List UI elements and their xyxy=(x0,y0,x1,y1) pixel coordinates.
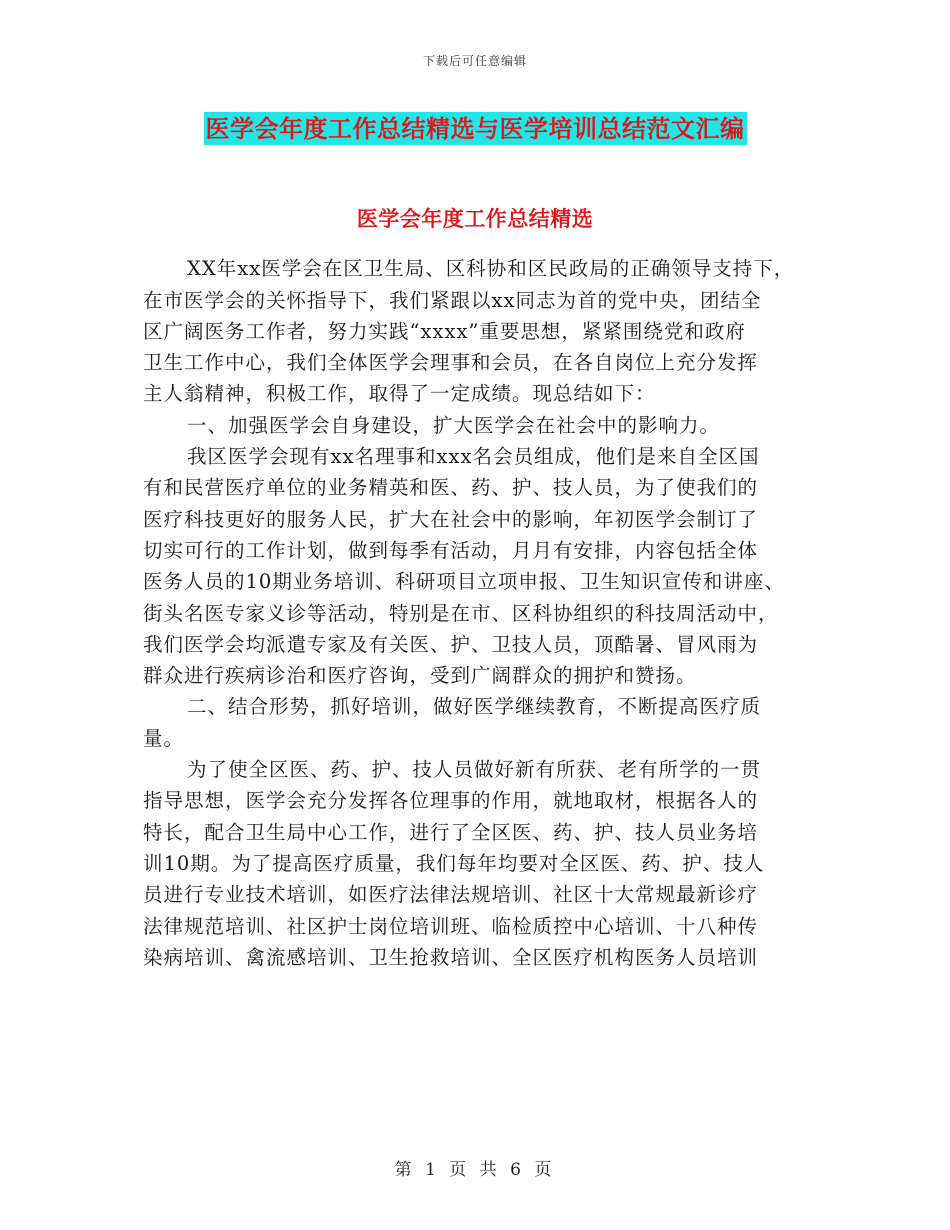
heading-line: 量。 xyxy=(143,726,185,750)
paragraph-line: 卫生工作中心，我们全体医学会理事和会员，在各自岗位上充分发挥 xyxy=(143,351,759,375)
page-footer: 第 1 页 共 6 页 xyxy=(394,1160,556,1180)
paragraph-line: 医疗科技更好的服务人民，扩大在社会中的影响，年初医学会制订了 xyxy=(143,507,759,531)
paragraph-line: 员进行专业技术培训，如医疗法律法规培训、社区十大常规最新诊疗 xyxy=(143,883,759,907)
paragraph-line: 切实可行的工作计划，做到每季有活动，月月有安排，内容包括全体 xyxy=(143,538,759,562)
paragraph-line: 有和民营医疗单位的业务精英和医、药、护、技人员，为了使我们的 xyxy=(143,476,759,500)
paragraph-line: 我区医学会现有xx名理事和xxx名会员组成，他们是来自全区国 xyxy=(187,445,760,469)
paragraph-line: 群众进行疾病诊治和医疗咨询，受到广阔群众的拥护和赞扬。 xyxy=(143,664,697,688)
paragraph-line: 在市医学会的关怀指导下，我们紧跟以xx同志为首的党中央，团结全 xyxy=(143,288,762,312)
paragraph-line: 为了使全区医、药、护、技人员做好新有所获、老有所学的一贯 xyxy=(187,758,762,782)
section-title: 医学会年度工作总结精选 xyxy=(356,206,594,231)
paragraph-line: 主人翁精神，积极工作，取得了一定成绩。现总结如下： xyxy=(143,382,656,406)
page-header: 下载后可任意编辑 xyxy=(422,54,527,68)
title-gap xyxy=(143,222,823,253)
main-title-container xyxy=(0,112,950,145)
paragraph-line: 区广阔医务工作者，努力实践“xxxx”重要思想，紧紧围绕党和政府 xyxy=(143,319,746,343)
paragraph-line: XX年xx医学会在区卫生局、区科协和区民政局的正确领导支持下， xyxy=(187,257,795,281)
paragraph-line: 染病培训、禽流感培训、卫生抢救培训、全区医疗机构医务人员培训 xyxy=(143,945,759,969)
paragraph-line: 特长，配合卫生局中心工作，进行了全区医、药、护、技人员业务培 xyxy=(143,820,759,844)
heading-line: 二、结合形势，抓好培训，做好医学继续教育，不断提高医疗质 xyxy=(187,695,762,719)
heading-line: 一、加强医学会自身建设，扩大医学会在社会中的影响力。 xyxy=(187,413,721,437)
paragraph-line: 街头名医专家义诊等活动，特别是在市、区科协组织的科技周活动中， xyxy=(143,601,779,625)
document-body xyxy=(143,222,823,973)
paragraph-line: 指导思想，医学会充分发挥各位理事的作用，就地取材，根据各人的 xyxy=(143,789,759,813)
document-main-title: 医学会年度工作总结精选与医学培训总结范文汇编 xyxy=(205,114,745,143)
paragraph-line: 医务人员的10期业务培训、科研项目立项申报、卫生知识宣传和讲座、 xyxy=(143,570,785,594)
paragraph-line: 法律规范培训、社区护士岗位培训班、临检质控中心培训、十八种传 xyxy=(143,914,759,938)
paragraph-line: 我们医学会均派遣专家及有关医、护、卫技人员，顶酷暑、冒风雨为 xyxy=(143,632,759,656)
paragraph-line: 训10期。为了提高医疗质量，我们每年均要对全区医、药、护、技人 xyxy=(143,851,765,875)
